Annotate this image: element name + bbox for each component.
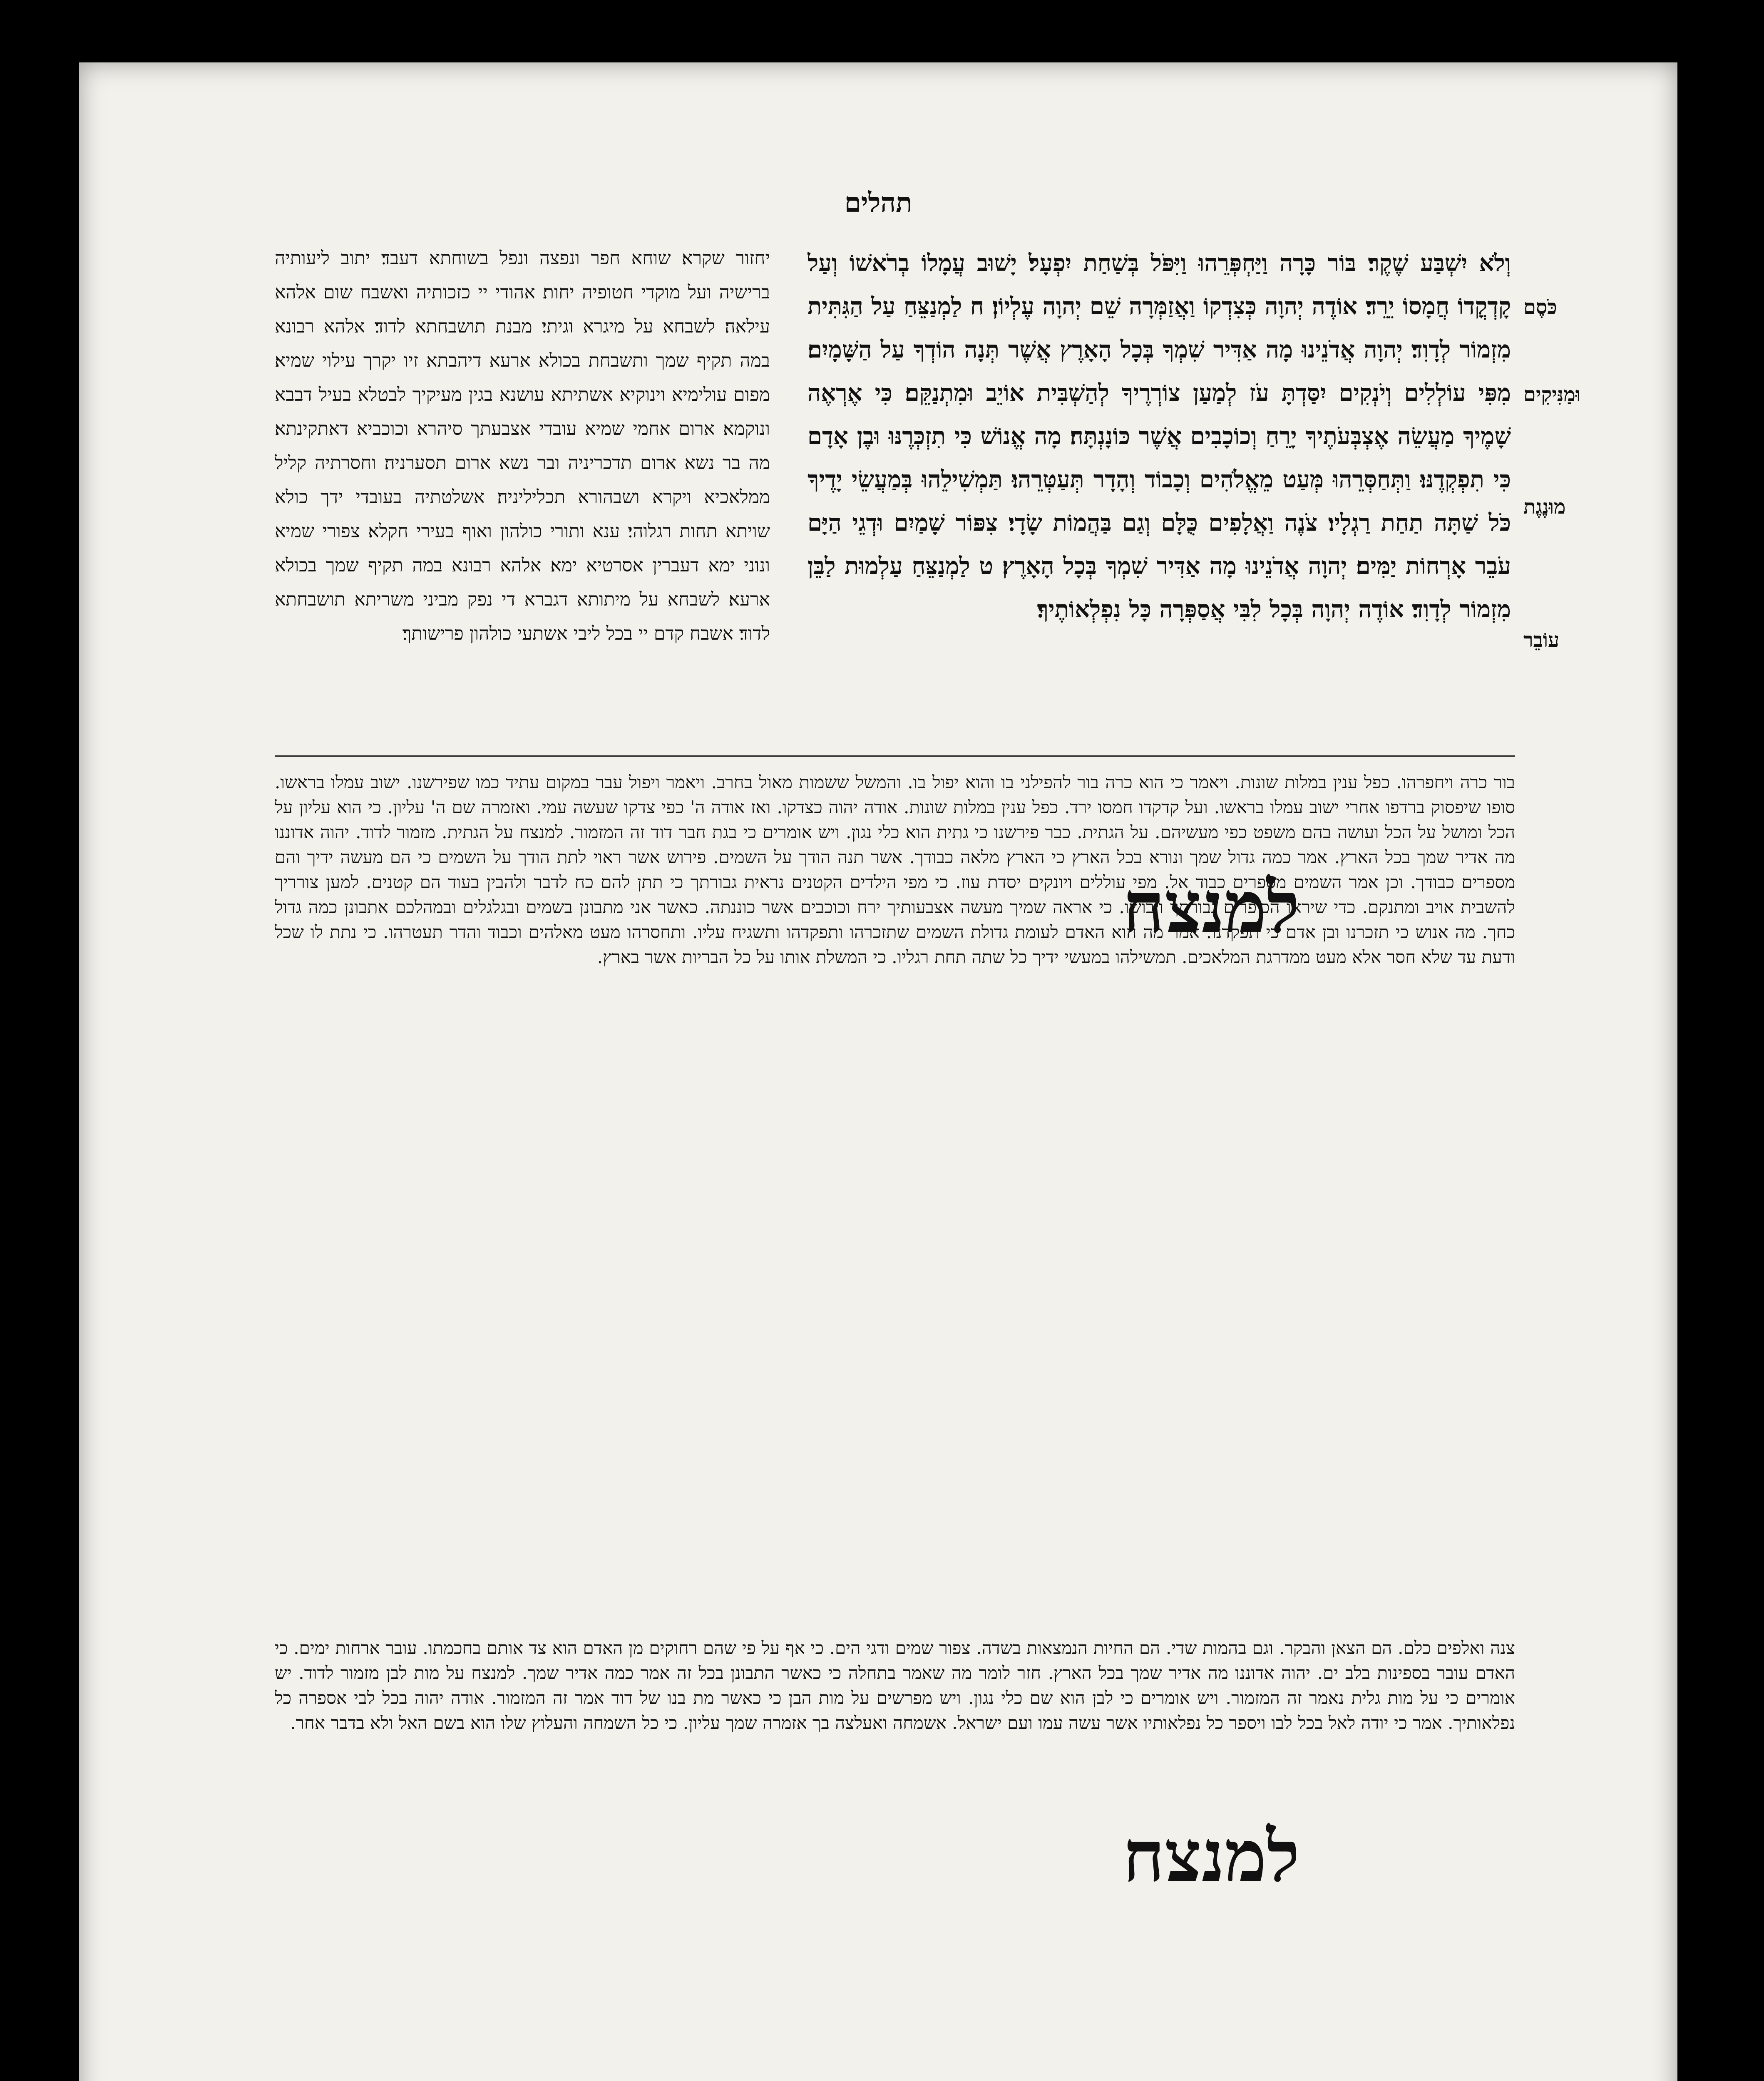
targum-text: יחזור שקרא׃ שוחא חפר ונפצה ונפל בשוחתא דעבד׃ יתוב ליעותיה ברישיה ועל מוקדי חטופיה יחות׃ אהודי יי כזכותיה ואשבח שום אלהא עילאה׃ לשבחא על מיגרא וגיתי׃ מבנת תושבחתא לדוד׃ אלהא רבונא במה תקיף שמך ותשבחת בכולא ארעא דיהבתא זיו יקרך עילוי שמיא׃ מפום עולימיא וינוקיא אשתיתא עושנא בגין מעיקיך לבטלא בעיל דבבא ונוקמא׃ ארום אחמי שמיא עובדי אצבעתך סיהרא וכוכביא דאתקינתא׃ מה בר נשא ארום תדכריניה ובר נשא ארום תסערניה׃ וחסרתיה קליל ממלאכיא ויקרא ושבהורא תכליליניה׃ אשלטתיה בעובדי ידך כולא שויתא תחות רגלוהי׃ ענא ותורי כולהון ואוף בעירי חקלא׃ צפורי שמיא ונוני ימא דעברין אסרטיא ימא׃ אלהא רבונא במה תקיף שמך בכולא ארעא׃ לשבחא על מיתותא דגברא די נפק מביני משריתא תושבחתא לדוד׃ אשבח קדם יי בכל ליבי אשתעי כולהון פרישותך׃ (275, 248, 770, 644)
lamnatzeach-heading-top: למנצח (1123, 866, 1300, 949)
targum-column (275, 241, 770, 737)
commentary-top-text: בור כרה ויחפרהו. כפל ענין במלות שונות. ויאמר כי הוא כרה בור להפילני בו והוא יפול בו. והמשל ששמות מאול בחרב. ויאמר ויפול עבר במקום עתיד כמו שפירשנו. ישוב עמלו בראשו. סופו שיפסוק ברדפו אחרי ישוב עמלו בראשו. ועל קדקדו חמסו ירד. כפל ענין במלות שונות. אודה יהוה כצדקו. ואז אודה ה' כפי צדקו שעשה עמי. ואזמרה שם ה' עליון. כי הוא עליון על הכל ומושל על הכל ועושה בהם משפט כפי מעשיהם. על הגתית. כבר פירשנו כי גתית הוא כלי נגון. ויש אומרים כי בגת חבר דוד זה המזמור. למנצח על הגתית. מזמור לדוד. יהוה אדוננו מה אדיר שמך בכל הארץ. אמר כמה גדול שמך ונורא בכל הארץ כי הארץ מלאה כבודך. אשר תנה הודך על השמים. פירוש אשר ראוי לתת הודך על השמים כי הם מעשה ידיך והם מספרים כבודך. וכן אמר השמים מספרים כבוד אל. מפי עוללים ויונקים יסדת עוז. כי מפי הילדים הקטנים נראית גבורתך כי תתן להם כח לדבר ולהבין בעוד הם קטנים. למען צורריך להשבית אויב ומתנקם. כדי שיראו הכופרים גבורתך ויבושו. כי אראה שמיך מעשה אצבעותיך ירח וכוכבים אשר כוננתה. כאשר אני מתבונן בשמים ובגלגלים ובמהלכם אתבונן כמה גדול כחך. מה אנוש כי תזכרנו ובן אדם כי תפקדנו. אמר מה הוא האדם לעומת גדולת השמים שתזכרהו ותפקדהו ותשגיח עליו. ותחסרהו מעט מאלהים וכבוד והדר תעטרהו. כי נתת לו שכל ודעת עד שלא חסר אלא מעט ממדרגת המלאכים. תמשילהו במעשי ידיך כל שתה תחת רגליו. כי המשלת אותו על כל הבריות אשר בארץ. (275, 772, 1515, 967)
commentary-top (275, 770, 1515, 1627)
margin-note-2: וּמַנִּיקִים (1523, 383, 1581, 406)
margin-note-4: עוֹבֵר (1523, 628, 1560, 652)
psalm-text: וְלֹא יִשְׁבַּע שֶׁקֶר׃ בּוֹר כָּרָה וַיַּחְפְּרֵהוּ וַיִּפֹּל בְּשַׁחַת יִפְעָל׃ יָשׁוּב עֲמָלוֹ בְרֹאשׁוֹ וְעַל קָדְקֳדוֹ חֲמָסוֹ יֵרֵד׃ אוֹדֶה יְהוָה כְּצִדְקוֹ וַאֲזַמְּרָה שֵׁם יְהוָה עֶלְיוֹן׃ ח לַמְנַצֵּחַ עַל הַגִּתִּית מִזְמוֹר לְדָוִד׃ יְהוָה אֲדֹנֵינוּ מָה אַדִּיר שִׁמְךָ בְּכָל הָאָרֶץ אֲשֶׁר תְּנָה הוֹדְךָ עַל הַשָּׁמָיִם׃ מִפִּי עוֹלְלִים וְיֹנְקִים יִסַּדְתָּ עֹז לְמַעַן צוֹרְרֶיךָ לְהַשְׁבִּית אוֹיֵב וּמִתְנַקֵּם׃ כִּי אֶרְאֶה שָׁמֶיךָ מַעֲשֵׂה אֶצְבְּעֹתֶיךָ יָרֵחַ וְכוֹכָבִים אֲשֶׁר כּוֹנָנְתָּה׃ מָה אֱנוֹשׁ כִּי תִזְכְּרֶנּוּ וּבֶן אָדָם כִּי תִפְקְדֶנּוּ׃ וַתְּחַסְּרֵהוּ מְּעַט מֵאֱלֹהִים וְכָבוֹד וְהָדָר תְּעַטְּרֵהוּ׃ תַּמְשִׁילֵהוּ בְּמַעֲשֵׂי יָדֶיךָ כֹּל שַׁתָּה תַחַת רַגְלָיו׃ צֹנֶה וַאֲלָפִים כֻּלָּם וְגַם בַּהֲמוֹת שָׂדָי׃ צִפּוֹר שָׁמַיִם וּדְגֵי הַיָּם עֹבֵר אָרְחוֹת יַמִּים׃ יְהוָה אֲדֹנֵינוּ מָה אַדִּיר שִׁמְךָ בְּכָל הָאָרֶץ׃ ט לַמְנַצֵּחַ עַלְמוּת לַבֵּן מִזְמוֹר לְדָוִד׃ אוֹדֶה יְהוָה בְּכָל לִבִּי אֲסַפְּרָה כָּל נִפְלְאוֹתֶיךָ׃ (807, 249, 1511, 623)
commentary-bottom-text: צנה ואלפים כלם. הם הצאן והבקר. וגם בהמות שדי. הם החיות הנמצאות בשדה. צפור שמים ודגי הים. כי אף על פי שהם רחוקים מן האדם הוא צד אותם בחכמתו. עובר ארחות ימים. כי האדם עובר בספינות בלב ים. יהוה אדוננו מה אדיר שמך בכל הארץ. חזר לומר מה שאמר בתחלה כי כאשר התבונן בכל זה אמר כמה אדיר שמך. למנצח על מות לבן מזמור לדוד. יש אומרים כי על מות גלית נאמר זה המזמור. ויש אומרים כי לבן הוא שם כלי נגון. ויש מפרשים על מות הבן כי כאשר מת בנו של דוד אמר זה המזמור. אודה יהוה בכל לבי אספרה כל נפלאותיך. אמר כי יודה לאל בכל לבו ויספר כל נפלאותיו אשר עשה עמו ועם ישראל. אשמחה ואעלצה בך אזמרה שמך עליון. כי כל השמחה והעלוץ שלו הוא בשם האל ולא בדבר אחר. (275, 1638, 1515, 1733)
commentary-bottom (275, 1636, 1515, 2081)
lamnatzeach-heading-bottom: למנצח (1123, 1815, 1300, 1898)
section-divider (275, 755, 1515, 757)
margin-note-1: כֹּסֶם (1523, 296, 1557, 319)
page-title: תהלים (844, 187, 912, 219)
psalm-text-column (807, 241, 1511, 708)
book-page (79, 62, 1677, 2081)
margin-note-3: מוּנֶגֶת (1523, 495, 1566, 519)
